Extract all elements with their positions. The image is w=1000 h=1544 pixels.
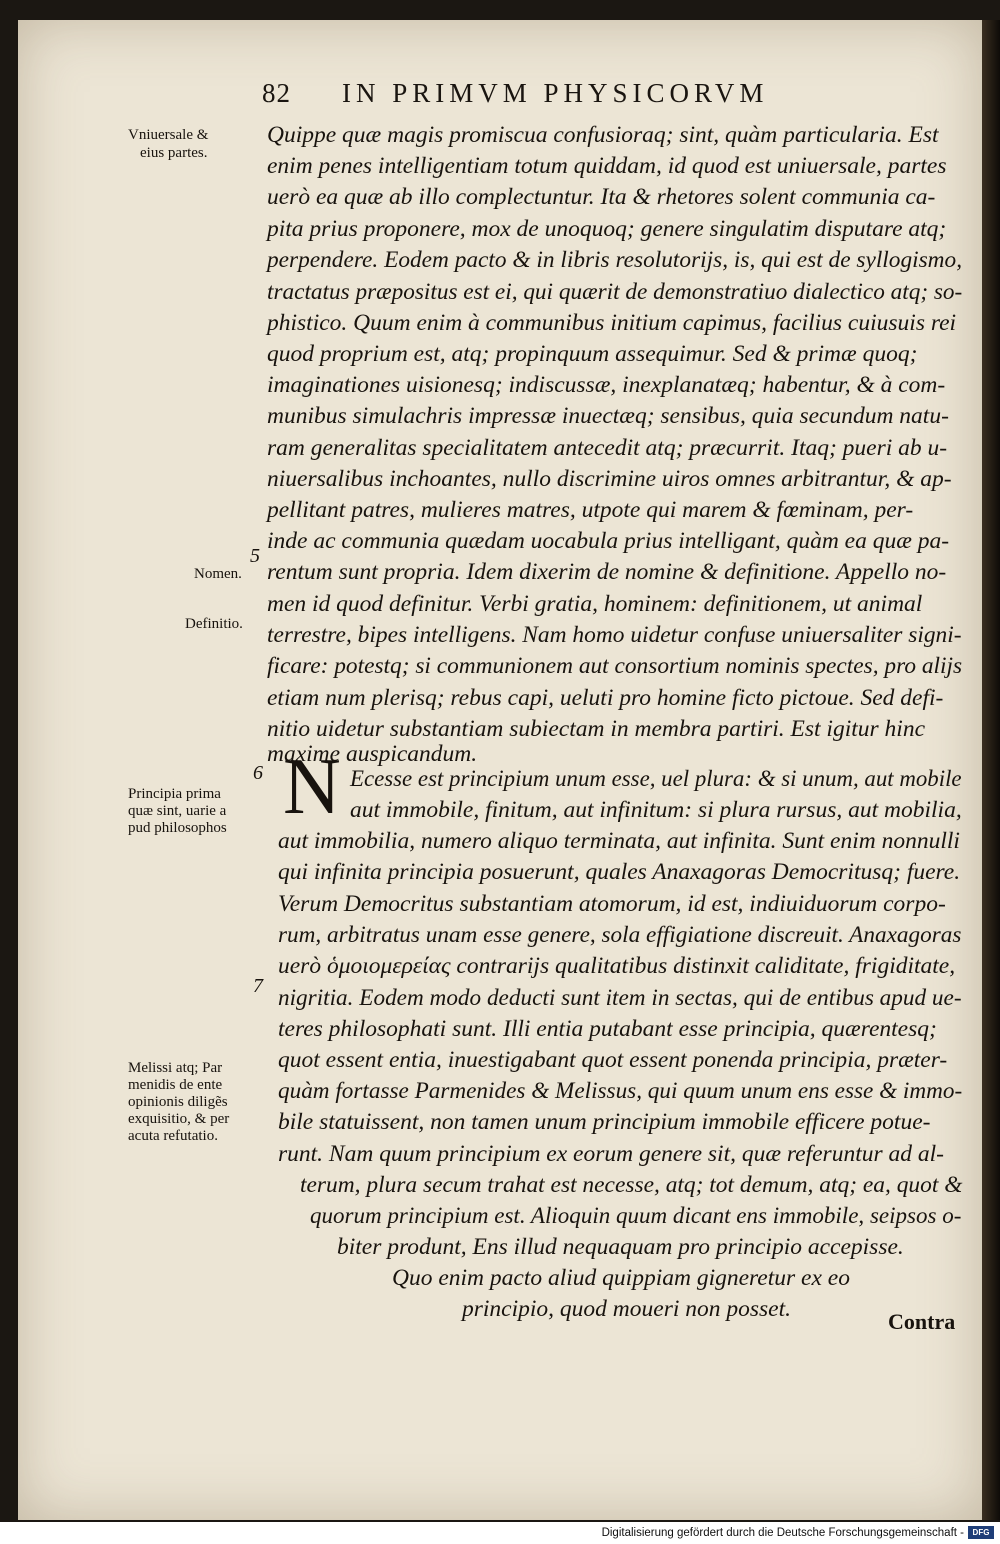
text-line: nigritia. Eodem modo deducti sunt item in sectas, qui de entibus apud ue- <box>278 985 962 1011</box>
text-line: imaginationes uisionesq; indiscussæ, inexplanatæq; habentur, & à com- <box>267 372 946 398</box>
text-line: Ecesse est principium unum esse, uel plura: & si unum, aut mobile <box>350 766 962 792</box>
catchword: Contra <box>888 1309 956 1334</box>
running-title: IN PRIMVM PHYSICORVM <box>342 78 769 108</box>
book-spine <box>982 20 1000 1520</box>
text-line: aut immobilia, numero aliquo terminata, aut infinita. Sunt enim nonnulli <box>278 828 960 854</box>
text-line: quorum principium est. Alioquin quum dicant ens immobile, seipsos o- <box>310 1203 962 1229</box>
text-line: principio, quod moueri non posset. <box>462 1296 791 1322</box>
text-line: enim penes intelligentiam totum quiddam, id quod est uniuersale, partes <box>267 153 947 179</box>
margin-note: eius partes. <box>140 145 208 161</box>
text-line: aut immobile, finitum, aut infinitum: si plura rursus, aut mobilia, <box>350 797 962 823</box>
margin-note: Nomen. <box>194 566 242 582</box>
footer-bar <box>0 1522 1000 1544</box>
text-line: uerò ea quæ ab illo complectuntur. Ita & rhetores solent communia ca- <box>267 184 936 210</box>
margin-note: Definitio. <box>185 616 243 632</box>
margin-note: Melissi atq; Par <box>128 1060 223 1076</box>
margin-number: 6 <box>253 762 263 784</box>
text-line: runt. Nam quum principium ex eorum genere sit, quæ referuntur ad al- <box>278 1141 944 1167</box>
text-line: rentum sunt propria. Idem dixerim de nomine & definitione. Appello no- <box>267 559 947 585</box>
text-line: perpendere. Eodem pacto & in libris resolutorijs, is, qui est de syllogismo, <box>267 247 963 273</box>
dfg-logo: DFG <box>968 1526 994 1539</box>
drop-capital: N <box>283 743 341 831</box>
text-line: tractatus præpositus est ei, qui quærit de demonstratiuo dialectico atq; so- <box>267 279 963 305</box>
text-line: ficare: potestq; si communionem aut consortium nominis spectes, pro alijs <box>267 653 963 679</box>
margin-number: 5 <box>250 545 260 567</box>
text-line: qui infinita principia posuerunt, quales Anaxagoras Democritusq; fuere. <box>278 859 961 885</box>
text-line: etiam num plerisq; rebus capi, ueluti pro homine ficto pictoue. Sed defi- <box>267 685 944 711</box>
footer-credit: Digitalisierung gefördert durch die Deutsche Forschungsgemeinschaft - <box>601 1527 964 1539</box>
text-line: quod proprium est, atq; propinquum assequimur. Sed & primæ quoq; <box>267 341 918 367</box>
text-line: maxime auspicandum. <box>267 741 478 767</box>
text-line: quàm fortasse Parmenides & Melissus, qui quum unum ens esse & immo- <box>278 1078 963 1104</box>
text-line: Quippe quæ magis promiscua confusioraq; sint, quàm particularia. Est <box>267 122 939 148</box>
text-line: bile statuissent, non tamen unum principium immobile efficere potue- <box>278 1109 931 1135</box>
text-line: men id quod definitur. Verbi gratia, hominem: definitionem, ut animal <box>267 591 923 617</box>
margin-note: opinionis diligẽs <box>128 1094 228 1110</box>
text-line: nitio uidetur substantiam subiectam in membra partiri. Est igitur hinc <box>267 716 925 742</box>
text-line: niuersalibus inchoantes, nullo discrimine uiros omnes arbitrantur, & ap- <box>267 466 952 492</box>
margin-note: pud philosophos <box>128 820 227 836</box>
margin-note: exquisitio, & per <box>128 1111 230 1127</box>
text-line: phistico. Quum enim à communibus initium capimus, facilius cuiusuis rei <box>267 310 957 336</box>
text-line: teres philosophati sunt. Illi entia putabant esse principia, quærentesq; <box>278 1016 937 1042</box>
text-line: ram generalitas specialitatem antecedit atq; præcurrit. Itaq; pueri ab u- <box>267 435 948 461</box>
text-line: inde ac communia quædam uocabula prius intelligant, quàm ea quæ pa- <box>267 528 950 554</box>
text-line: Verum Democritus substantiam atomorum, id est, indiuiduorum corpo- <box>278 891 946 917</box>
text-line: pita prius proponere, mox de unoquoq; genere singulatim disputare atq; <box>267 216 947 242</box>
text-line: biter produnt, Ens illud nequaquam pro principio accepisse. <box>337 1234 904 1260</box>
text-line: rum, arbitratus unam esse genere, sola effigiatione discreuit. Anaxagoras <box>278 922 962 948</box>
margin-note: menidis de ente <box>128 1077 223 1093</box>
text-line: quot essent entia, inuestigabant quot essent ponenda principia, præter- <box>278 1047 948 1073</box>
text-line: terrestre, bipes intelligens. Nam homo uidetur confuse uniuersaliter signi- <box>267 622 962 648</box>
text-line: pellitant patres, mulieres matres, utpote qui marem & fœminam, per- <box>267 497 914 523</box>
margin-note: quæ sint, uarie a <box>128 803 227 819</box>
text-line: Quo enim pacto aliud quippiam gigneretur ex eo <box>392 1265 850 1291</box>
margin-number: 7 <box>253 975 263 997</box>
page-number: 82 <box>262 78 291 108</box>
margin-note: Principia prima <box>128 786 221 802</box>
margin-note: Vniuersale & <box>128 127 209 143</box>
text-line: terum, plura secum trahat est necesse, atq; tot demum, atq; ea, quot & <box>300 1172 963 1198</box>
margin-note: acuta refutatio. <box>128 1128 218 1144</box>
text-line: uerò ὁμοιομερείας contrarijs qualitatibus distinxit caliditate, frigiditate, <box>278 953 956 979</box>
text-line: munibus simulachris impressæ inuectæq; sensibus, quia secundum natu- <box>267 403 949 429</box>
